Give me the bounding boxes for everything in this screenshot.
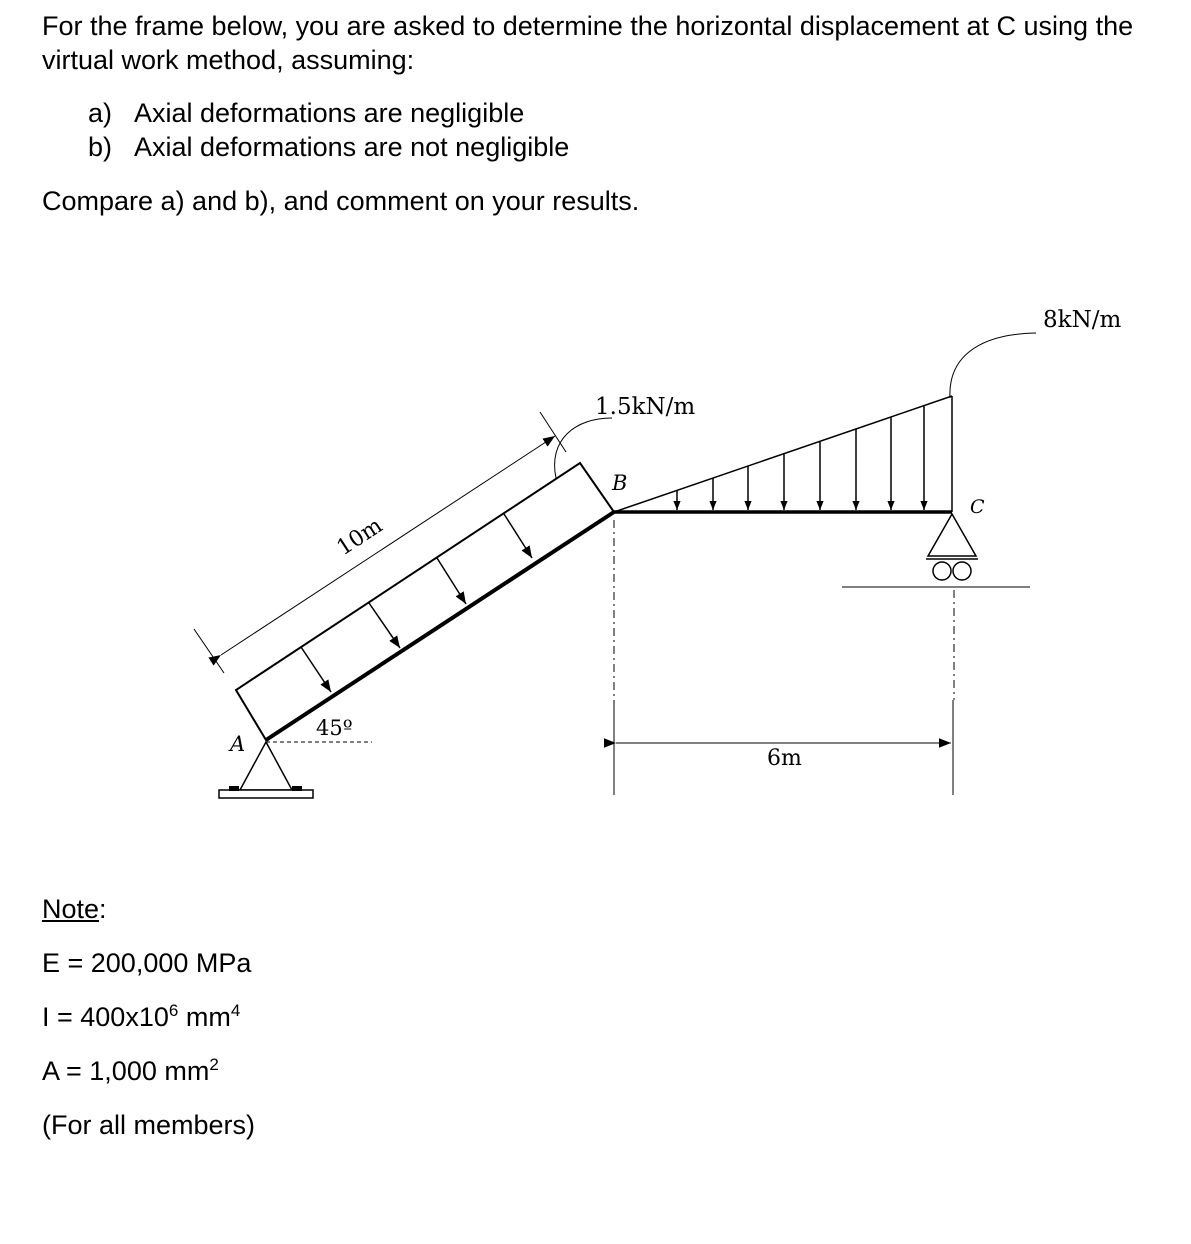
node-label-a: A — [230, 732, 246, 756]
support-base-mark — [292, 786, 302, 791]
load-arrow — [369, 603, 400, 648]
load-arrow — [504, 514, 532, 558]
note-i-unit: mm — [178, 1002, 231, 1032]
node-label-b: B — [612, 471, 628, 495]
angle-label: 45º — [316, 716, 353, 740]
span-label-6m: 6m — [767, 746, 802, 771]
roller-support-c — [842, 514, 1030, 587]
note-i-exponent: 6 — [168, 1001, 179, 1020]
load-arrow — [437, 558, 466, 604]
note-i-value: I = 400x10 — [42, 1002, 169, 1032]
note-a-exponent: 2 — [209, 1055, 219, 1074]
triangular-load-arrows — [677, 406, 924, 510]
support-base — [219, 790, 313, 798]
node-label-c: C — [970, 496, 985, 518]
note-area — [42, 1054, 219, 1088]
note-i-unit-exponent: 4 — [230, 1001, 241, 1020]
uniform-load-block — [236, 463, 614, 740]
leader-peak-load — [950, 333, 1036, 398]
list-item-label: a) — [88, 98, 113, 128]
note-elastic-modulus: E = 200,000 MPa — [42, 948, 252, 978]
support-base-mark — [229, 786, 239, 791]
list-item-text: Axial deformations are negligible — [134, 98, 525, 128]
uniform-load-label: 1.5kN/m — [595, 394, 696, 420]
length-label-10m: 10m — [332, 513, 388, 562]
dimension-line-10m — [221, 436, 555, 655]
support-triangle — [240, 742, 292, 790]
compare-instruction: Compare a) and b), and comment on your results. — [42, 186, 640, 216]
note-colon: : — [99, 894, 107, 924]
roller-wheel — [953, 562, 971, 580]
extension-line — [194, 629, 224, 673]
extension-line — [540, 412, 566, 452]
note-a-value: A = 1,000 mm — [42, 1056, 210, 1086]
roller-wheel — [933, 562, 951, 580]
problem-intro: For the frame below, you are asked to determine the horizontal displacement at C using the virtual work method, assuming: — [42, 11, 1134, 75]
support-triangle — [928, 514, 976, 556]
note-scope: (For all members) — [42, 1110, 256, 1140]
note-heading — [42, 892, 107, 926]
list-item-text: Axial deformations are not negligible — [134, 132, 570, 162]
note-moment-of-inertia — [42, 1000, 240, 1034]
peak-load-label: 8kN/m — [1043, 307, 1122, 333]
note-title: Note — [42, 894, 100, 924]
list-item-label: b) — [88, 132, 113, 162]
load-arrow — [301, 647, 331, 692]
